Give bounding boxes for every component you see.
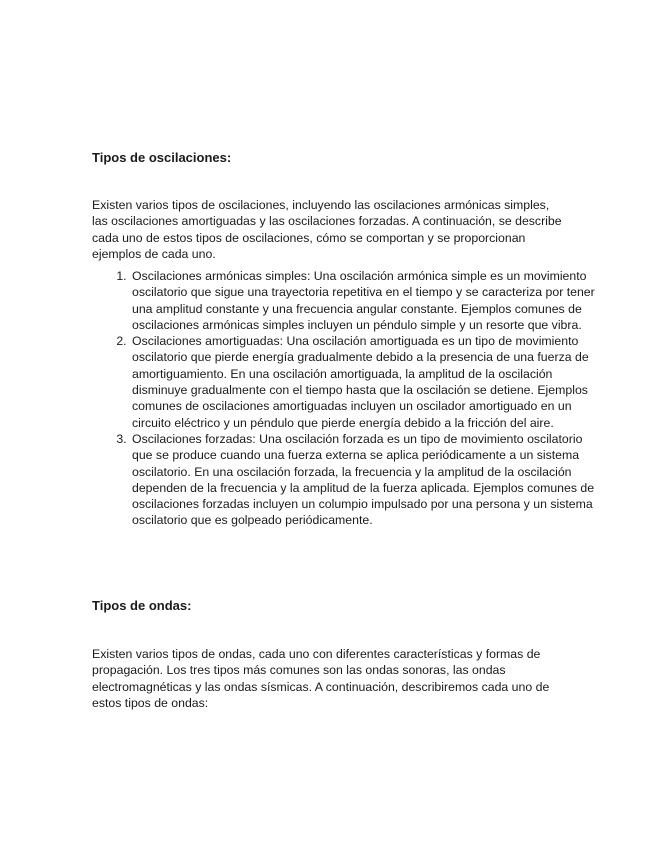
- list-item: 1. Oscilaciones armónicas simples: Una oscilación armónica simple es un movimiento oscilatorio que sigue una trayectoria repetitiva en el tiempo y se caracteriza por tener una amplitud constante y una frecuencia angular constante. Ejemplos comunes de oscilaciones armónicas simples incluyen un péndulo simple y un resorte que vibra.: [130, 268, 600, 333]
- oscillations-intro-paragraph: Existen varios tipos de oscilaciones, incluyendo las oscilaciones armónicas simples, las oscilaciones amortiguadas y las oscilaciones forzadas. A continuación, se describe cada uno de estos tipos de oscilaciones, cómo se comportan y se proporcionan ejemplos de cada uno.: [92, 198, 562, 261]
- section-heading-oscillations: Tipos de oscilaciones:: [92, 150, 232, 165]
- list-item: 2. Oscilaciones amortiguadas: Una oscilación amortiguada es un tipo de movimiento oscilatorio que pierde energía gradualmente debido a la presencia de una fuerza de amortiguamiento. En una oscilación amortiguada, la amplitud de la oscilación disminuye gradualmente con el tiempo hasta que la oscilación se detiene. Ejemplos comunes de oscilaciones amortiguadas incluyen un oscilador amortiguado en un circuito eléctrico y un péndulo que pierde energía debido a la fricción del aire.: [130, 333, 600, 431]
- section-heading-waves: Tipos de ondas:: [92, 598, 192, 613]
- oscillation-types-list: [92, 268, 600, 529]
- waves-intro-paragraph: Existen varios tipos de ondas, cada uno con diferentes características y formas de propagación. Los tres tipos más comunes son las ondas sonoras, las ondas electromagnéticas y las ondas sísmicas. A continuación, describiremos cada uno de estos tipos de ondas:: [92, 647, 550, 710]
- list-item: 3. Oscilaciones forzadas: Una oscilación forzada es un tipo de movimiento oscilatorio que se produce cuando una fuerza externa se aplica periódicamente a un sistema oscilatorio. En una oscilación forzada, la frecuencia y la amplitud de la oscilación dependen de la frecuencia y la amplitud de la fuerza aplicada. Ejemplos comunes de oscilaciones forzadas incluyen un columpio impulsado por una persona y un sistema oscilatorio que es golpeado periódicamente.: [130, 431, 600, 529]
